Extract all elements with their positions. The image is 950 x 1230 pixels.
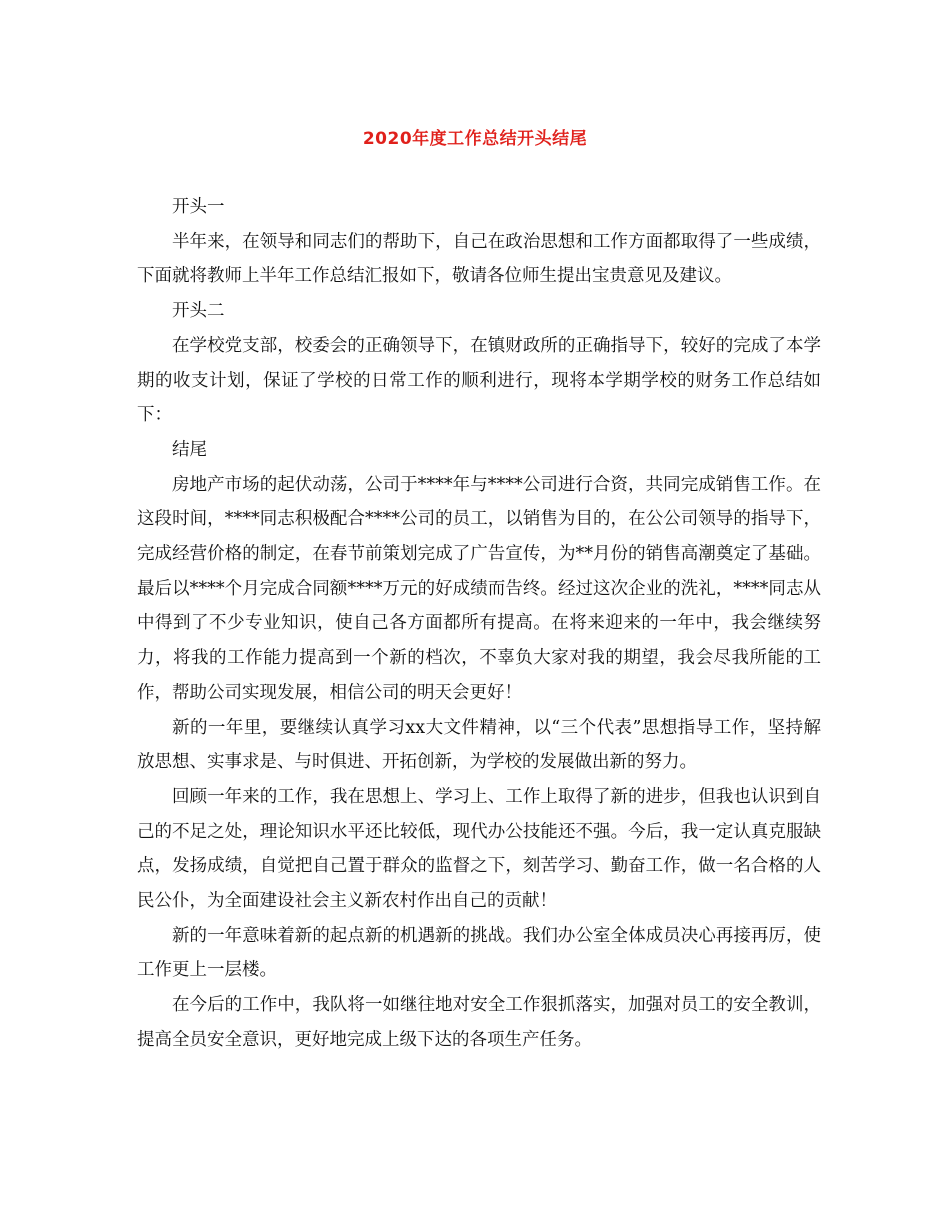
paragraph-opening-one: 半年来，在领导和同志们的帮助下，自己在政治思想和工作方面都取得了一些成绩，下面就将教师上半年工作总结汇报如下，敬请各位师生提出宝贵意见及建议。	[137, 231, 821, 287]
paragraph-ending-3: 回顾一年来的工作，我在思想上、学习上、工作上取得了新的进步，但我也认识到自己的不足之处，理论知识水平还比较低，现代办公技能还不强。今后，我一定认真克服缺点，发扬成绩，自觉把自己置于群众的监督之下，刻苦学习、勤奋工作，做一名合格的人民公仆，为全面建设社会主义新农村作出自己的贡献！	[137, 786, 821, 912]
document-title: 2020年度工作总结开头结尾	[362, 129, 588, 149]
paragraph-ending-2: 新的一年里，要继续认真学习xx大文件精神，以“三个代表”思想指导工作，坚持解放思想、实事求是、与时俱进、开拓创新，为学校的发展做出新的努力。	[137, 717, 821, 773]
document-body	[137, 190, 821, 1058]
heading-opening-two: 开头二	[172, 301, 225, 322]
paragraph-ending-4: 新的一年意味着新的起点新的机遇新的挑战。我们办公室全体成员决心再接再厉，使工作更上一层楼。	[137, 925, 821, 981]
paragraph-ending-1: 房地产市场的起伏动荡，公司于****年与****公司进行合资，共同完成销售工作。在这段时间，****同志积极配合****公司的员工，以销售为目的，在公公司领导的指导下，完成经营价格的制定，在春节前策划完成了广告宣传，为**月份的销售高潮奠定了基础。最后以****个月完成合同额****万元的好成绩而告终。经过这次企业的洗礼，****同志从中得到了不少专业知识，使自己各方面都所有提高。在将来迎来的一年中，我会继续努力，将我的工作能力提高到一个新的档次，不辜负大家对我的期望，我会尽我所能的工作，帮助公司实现发展，相信公司的明天会更好！	[137, 474, 821, 703]
paragraph-opening-two: 在学校党支部，校委会的正确领导下，在镇财政所的正确指导下，较好的完成了本学期的收支计划，保证了学校的日常工作的顺利进行，现将本学期学校的财务工作总结如下：	[137, 335, 821, 426]
heading-ending: 结尾	[172, 439, 207, 460]
heading-opening-one: 开头一	[172, 197, 225, 217]
paragraph-ending-5: 在今后的工作中，我队将一如继往地对安全工作狠抓落实，加强对员工的安全教训，提高全员安全意识，更好地完成上级下达的各项生产任务。	[137, 995, 821, 1050]
